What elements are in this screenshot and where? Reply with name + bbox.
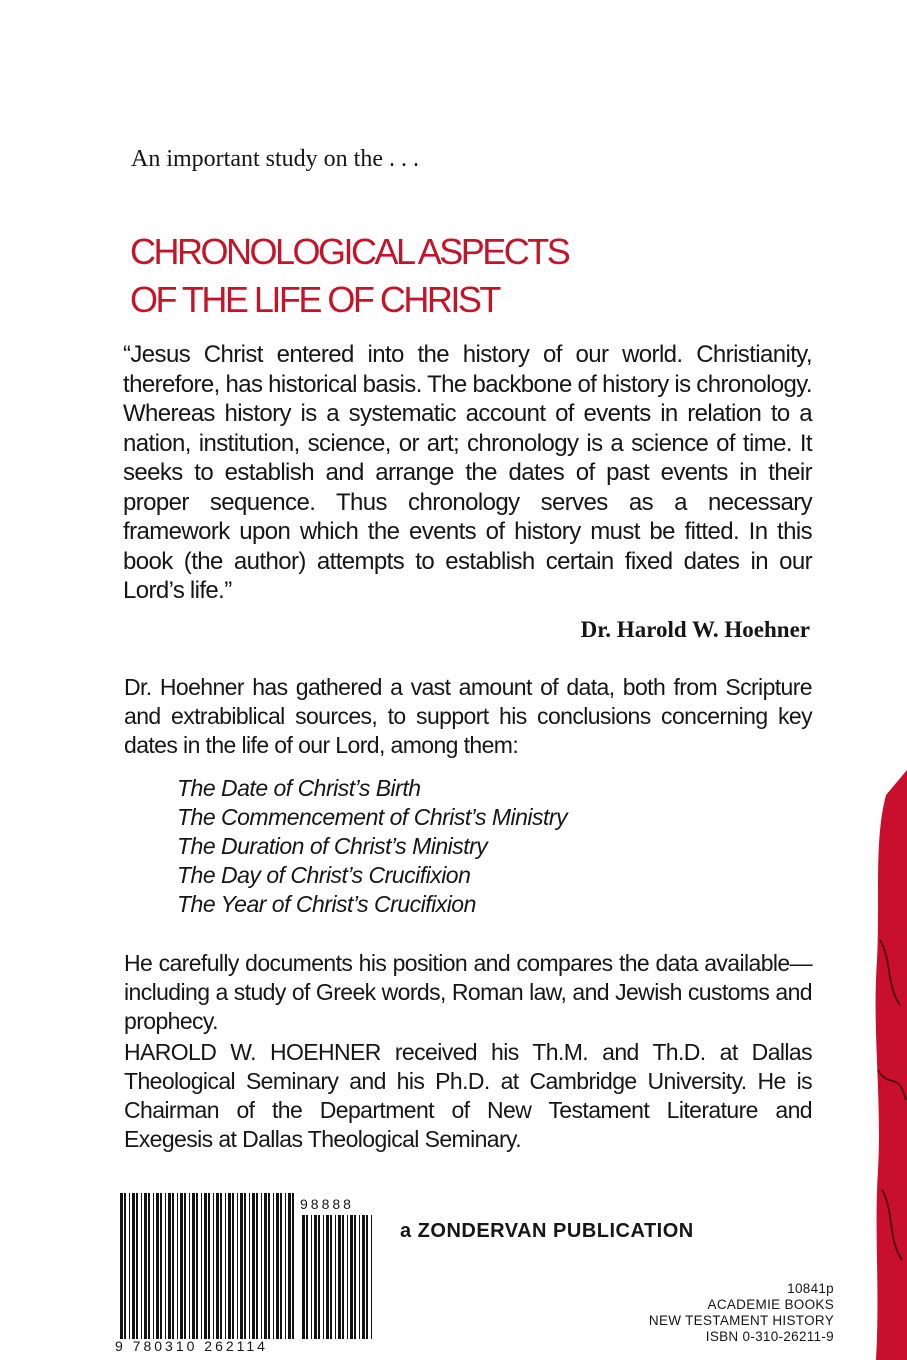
barcode-bar bbox=[330, 1215, 332, 1339]
book-title bbox=[130, 228, 568, 324]
description-paragraph: Dr. Hoehner has gathered a vast amount of data, both from Scripture and extrabiblical sources, to support his conclusions concerning key dates in the life of our Lord, among them: bbox=[124, 674, 812, 758]
barcode-bar bbox=[302, 1215, 305, 1339]
supplemental-digits: 98888 bbox=[300, 1196, 354, 1212]
barcode-bar bbox=[216, 1193, 219, 1339]
author-quote bbox=[123, 340, 812, 606]
barcode-bar bbox=[354, 1215, 356, 1339]
barcode-bar bbox=[204, 1193, 207, 1339]
barcode-bar bbox=[359, 1215, 360, 1339]
barcode-bar bbox=[136, 1193, 138, 1339]
imprint: ACADEMIE BOOKS bbox=[707, 1297, 834, 1312]
barcode-bar bbox=[232, 1193, 234, 1339]
barcode-bar bbox=[240, 1193, 243, 1339]
barcode-bar bbox=[371, 1215, 372, 1339]
barcode-bar bbox=[184, 1193, 186, 1339]
intro-line: An important study on the . . . bbox=[131, 146, 419, 172]
quote-text: “Jesus Christ entered into the history of our world. Christianity, therefore, has historical basis. The backbone of history is chronology. Whereas history is a systematic account of events in relation to a nation, institution, science, or art; chronology is a science of time. It seeks to establish and arrange the dates of past events in their proper sequence. Thus chronology serves as a necessary framework upon which the events of history must be fitted. In this book (the author) attempts to establish certain fixed dates in our Lord’s life.” bbox=[123, 341, 812, 604]
title-line-1: CHRONOLOGICAL ASPECTS bbox=[130, 231, 569, 272]
publisher-logo: a ZONDERVAN PUBLICATION bbox=[400, 1220, 694, 1242]
barcode-bar bbox=[225, 1193, 226, 1339]
barcode-bar bbox=[252, 1193, 255, 1339]
barcode-bar bbox=[220, 1193, 222, 1339]
barcode-bar bbox=[156, 1193, 159, 1339]
methodology-paragraph: He carefully documents his position and compares the data available—including a study of Greek words, Roman law, and Jewish customs and prophecy. bbox=[124, 950, 812, 1034]
isbn-barcode bbox=[118, 1193, 298, 1339]
quote-attribution: Dr. Harold W. Hoehner bbox=[580, 617, 810, 642]
barcode-bar bbox=[342, 1215, 344, 1339]
barcode-bar bbox=[314, 1215, 317, 1339]
barcode-bar bbox=[213, 1193, 214, 1339]
barcode-bar bbox=[261, 1193, 262, 1339]
barcode-bar bbox=[273, 1193, 274, 1339]
barcode-bar bbox=[323, 1215, 324, 1339]
barcode-bar bbox=[172, 1193, 174, 1339]
topics-list bbox=[177, 774, 567, 919]
topic-item: The Commencement of Christ’s Ministry bbox=[177, 804, 568, 830]
barcode-bar bbox=[237, 1193, 238, 1339]
barcode-bar bbox=[153, 1193, 154, 1339]
barcode-bar bbox=[268, 1193, 270, 1339]
barcode-bar bbox=[288, 1193, 291, 1339]
barcode-bar bbox=[280, 1193, 282, 1339]
cover-art-edge bbox=[872, 770, 907, 1360]
barcode-bar bbox=[306, 1215, 308, 1339]
barcode-bar bbox=[168, 1193, 171, 1339]
barcode-bar bbox=[192, 1193, 195, 1339]
barcode-bar bbox=[208, 1193, 210, 1339]
barcode-bar bbox=[292, 1193, 294, 1339]
barcode-bar bbox=[124, 1193, 126, 1339]
barcode-bar bbox=[350, 1215, 353, 1339]
barcode-bar bbox=[244, 1193, 246, 1339]
barcode-bar bbox=[148, 1193, 150, 1339]
barcode-bar bbox=[335, 1215, 336, 1339]
barcode-bar bbox=[177, 1193, 178, 1339]
topic-item: The Day of Christ’s Crucifixion bbox=[177, 862, 471, 888]
barcode-bar bbox=[165, 1193, 166, 1339]
catalog-number: 10841p bbox=[787, 1281, 834, 1296]
barcode-bar bbox=[196, 1193, 198, 1339]
author-bio-paragraph: HAROLD W. HOEHNER received his Th.M. and Th.D. at Dallas Theological Seminary and his Ph.D. at Cambridge University. He is Chairman of the Department of New Testament Literature and Exegesis at Dallas Theological Seminary. bbox=[124, 1039, 812, 1152]
barcode-bar bbox=[326, 1215, 329, 1339]
title-line-2: OF THE LIFE OF CHRIST bbox=[130, 279, 499, 320]
topic-item: The Date of Christ’s Birth bbox=[177, 775, 421, 801]
barcode-bar bbox=[249, 1193, 250, 1339]
barcode-bar bbox=[338, 1215, 341, 1339]
barcode-bar bbox=[347, 1215, 348, 1339]
catalog-info bbox=[649, 1281, 834, 1345]
barcode-bar bbox=[144, 1193, 147, 1339]
barcode-bar bbox=[120, 1193, 123, 1339]
barcode-bar bbox=[141, 1193, 142, 1339]
barcode-bar bbox=[129, 1193, 130, 1339]
isbn: ISBN 0-310-26211-9 bbox=[705, 1329, 834, 1344]
barcode-digits: 9 780310 262114 bbox=[115, 1338, 268, 1354]
topic-item: The Duration of Christ’s Ministry bbox=[177, 833, 488, 859]
subject-category: NEW TESTAMENT HISTORY bbox=[648, 1313, 834, 1328]
barcode-bar bbox=[311, 1215, 312, 1339]
barcode-bar bbox=[201, 1193, 202, 1339]
barcode-bar bbox=[318, 1215, 320, 1339]
barcode-bar bbox=[285, 1193, 286, 1339]
barcode-bar bbox=[366, 1215, 368, 1339]
barcode-bar bbox=[180, 1193, 183, 1339]
supplemental-barcode bbox=[300, 1193, 374, 1339]
barcode-bar bbox=[362, 1215, 365, 1339]
barcode-bar bbox=[189, 1193, 190, 1339]
barcode-bar bbox=[264, 1193, 267, 1339]
barcode-bar bbox=[228, 1193, 231, 1339]
topic-item: The Year of Christ’s Crucifixion bbox=[177, 891, 476, 917]
barcode-bar bbox=[256, 1193, 258, 1339]
barcode-bar bbox=[160, 1193, 162, 1339]
barcode-bar bbox=[132, 1193, 135, 1339]
barcode-bar bbox=[276, 1193, 279, 1339]
